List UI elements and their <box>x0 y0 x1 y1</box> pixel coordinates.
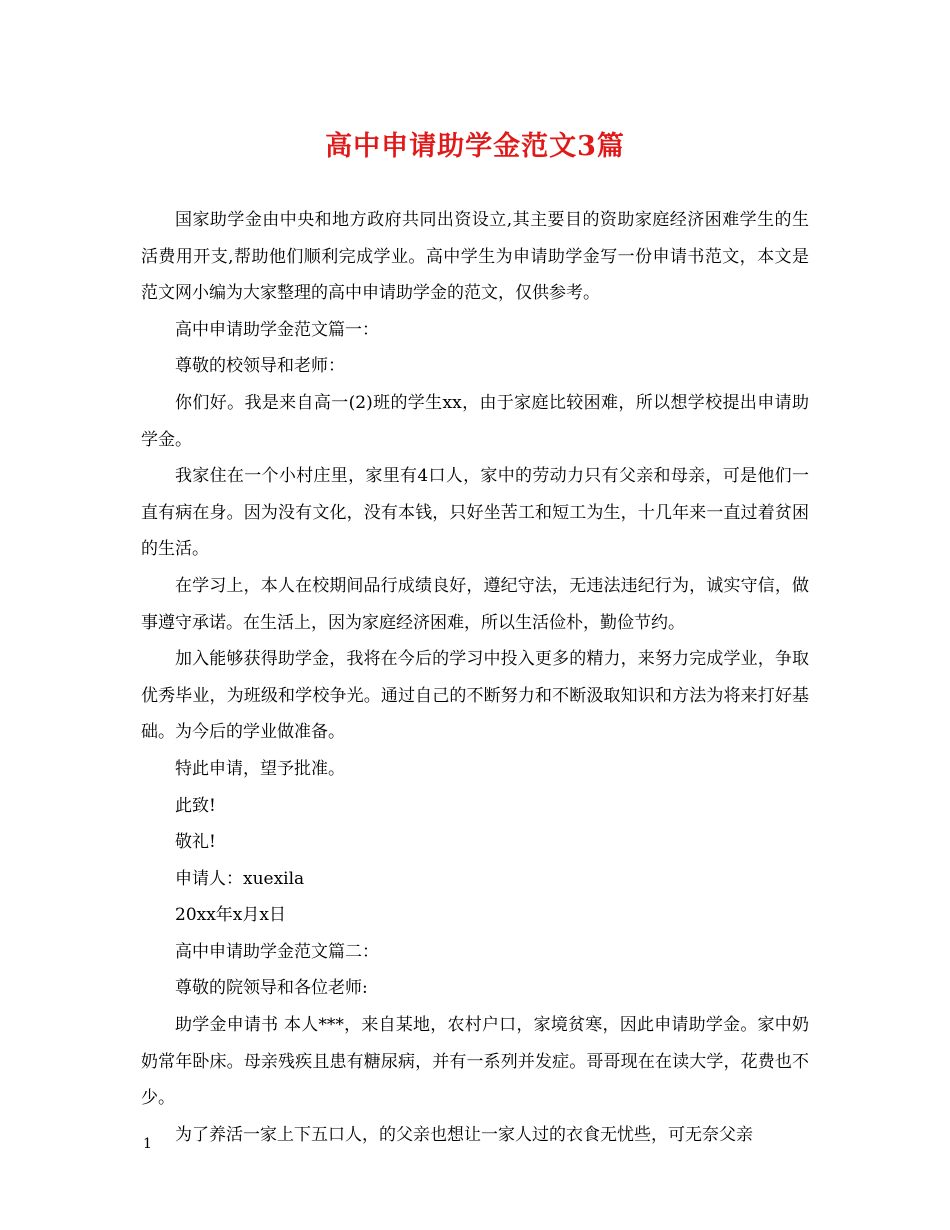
salutation-1: 尊敬的校领导和老师： <box>175 356 345 377</box>
salutation-2: 尊敬的院领导和各位老师: <box>175 978 368 999</box>
paragraph: 你们好。我是来自高一(2)班的学生xx，由于家庭比较困难，所以想学校提出申请助学金。 <box>141 392 809 450</box>
document-title: 高中申请助学金范文3篇 <box>325 131 625 162</box>
page-number: 1 <box>143 1136 152 1152</box>
closing-request: 特此申请，望予批准。 <box>175 758 345 779</box>
paragraph: 我家住在一个小村庄里，家里有4口人，家中的劳动力只有父亲和母亲，可是他们一直有病在身。因为没有文化，没有本钱，只好坐苦工和短工为生，十几年来一直过着贫困的生活。 <box>141 466 809 560</box>
paragraph: 为了养活一家上下五口人，的父亲也想让一家人过的衣食无忧些，可无奈父亲 <box>175 1124 753 1145</box>
paragraph: 在学习上，本人在校期间品行成绩良好，遵纪守法，无违法违纪行为，诚实守信，做事遵守承诺。在生活上，因为家庭经济困难，所以生活俭朴，勤俭节约。 <box>141 575 809 633</box>
closing-line: 此致! <box>175 795 216 816</box>
paragraph: 助学金申请书 本人***，来自某地，农村户口，家境贫寒，因此申请助学金。家中奶奶常年卧床。母亲残疾且患有糖尿病，并有一系列并发症。哥哥现在在读大学，花费也不少。 <box>141 1015 809 1109</box>
section-heading-1: 高中申请助学金范文篇一： <box>175 319 379 340</box>
section-heading-2: 高中申请助学金范文篇二： <box>175 941 379 962</box>
applicant-name: 申请人：xuexila <box>175 868 305 889</box>
date-line: 20xx年x月x日 <box>175 905 286 926</box>
paragraph-intro: 国家助学金由中央和地方政府共同出资设立,其主要目的资助家庭经济困难学生的生活费用开支,帮助他们顺利完成学业。高中学生为申请助学金写一份申请书范文，本文是范文网小编为大家整理的高中申请助学金的范文，仅供参考。 <box>141 210 809 304</box>
closing-line: 敬礼! <box>175 832 216 853</box>
document-body <box>141 202 809 1153</box>
paragraph: 加入能够获得助学金，我将在今后的学习中投入更多的精力，来努力完成学业，争取优秀毕业，为班级和学校争光。通过自己的不断努力和不断汲取知识和方法为将来打好基础。为今后的学业做准备。 <box>141 649 809 743</box>
